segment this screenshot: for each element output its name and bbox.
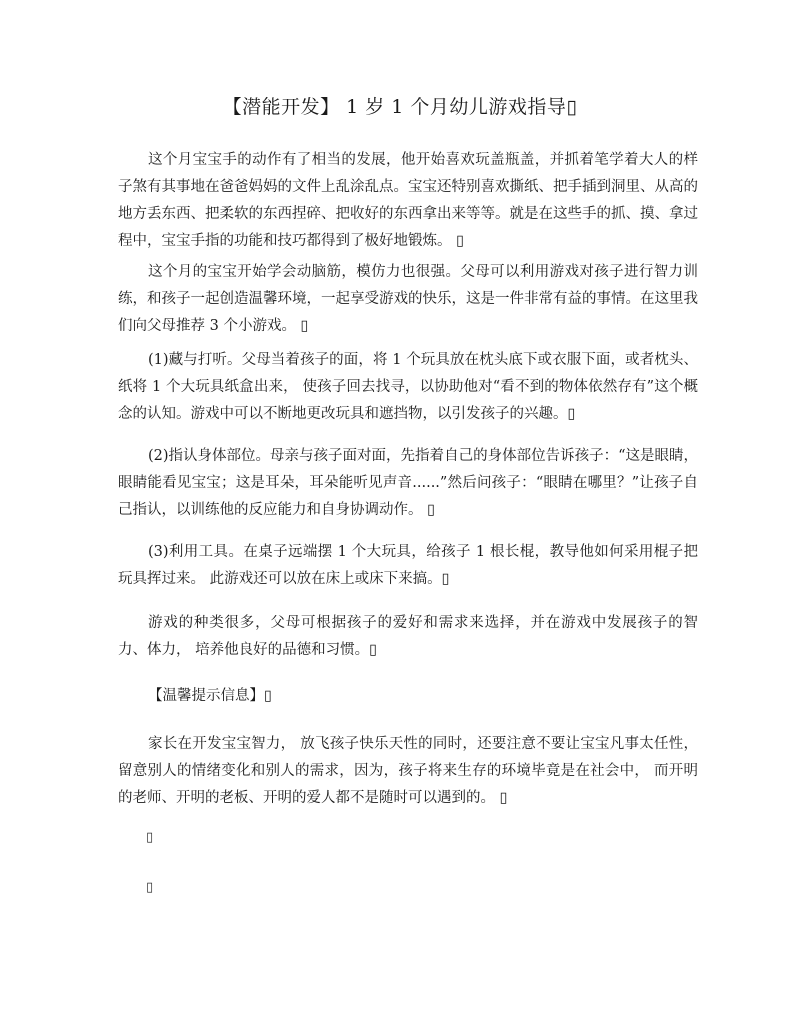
tips-paragraph: 家长在开发宝宝智力， 放飞孩子快乐天性的同时，还要注意不要让宝宝凡事太任性，留意别人的情绪变化和别人的需求，因为，孩子将来生存的环境毕竟是在社会中， 而开明的老师、开明的老板、开明的爱人都不是随时可以遇到的。 ▯ <box>118 736 698 806</box>
paragraph-brain-development: 这个月的宝宝开始学会动脑筋，模仿力也很强。父母可以利用游戏对孩子进行智力训练，和孩子一起创造温馨环境，一起享受游戏的快乐，这是一件非常有益的事情。在这里我们向父母推荐 3 个小游戏。 ▯ <box>118 264 698 334</box>
document-title: 【潜能开发】 1 岁 1 个月幼儿游戏指导▯ <box>222 96 578 118</box>
paragraph-hand-development: 这个月宝宝手的动作有了相当的发展，他开始喜欢玩盖瓶盖，并抓着笔学着大人的样子煞有其事地在爸爸妈妈的文件上乱涂乱点。宝宝还特别喜欢撕纸、把手插到洞里、从高的地方丢东西、把柔软的东西捏碎、把收好的东西拿出来等等。就是在这些手的抓、摸、拿过程中，宝宝手指的功能和技巧都得到了极好地锻炼。 ▯ <box>118 152 698 249</box>
trailing-mark: ▯ <box>146 830 154 845</box>
paragraph-game-using-tools: (3)利用工具。在桌子远端摆 1 个大玩具，给孩子 1 根长棍，教导他如何采用棍子把玩具挥过来。 此游戏还可以放在床上或床下来搞。▯ <box>118 544 698 587</box>
trailing-mark: ▯ <box>146 880 154 895</box>
paragraph-game-summary: 游戏的种类很多，父母可根据孩子的爱好和需求来选择，并在游戏中发展孩子的智力、体力， 培养他良好的品德和习惯。▯ <box>118 615 698 658</box>
paragraph-game-body-parts: (2)指认身体部位。母亲与孩子面对面，先指着自己的身体部位告诉孩子：“这是眼睛，眼睛能看见宝宝；这是耳朵，耳朵能听见声音......”然后问孩子：“眼睛在哪里？”让孩子自己指认，以训练他的反应能力和自身协调动作。 ▯ <box>118 448 698 518</box>
tips-heading: 【温馨提示信息】▯ <box>148 688 272 704</box>
paragraph-game-hide-and-seek: (1)藏与打听。父母当着孩子的面，将 1 个玩具放在枕头底下或衣服下面，或者枕头、纸将 1 个大玩具纸盒出来， 使孩子回去找寻，以协助他对“看不到的物体依然存有”这个概念的认知。游戏中可以不断地更改玩具和遮挡物，以引发孩子的兴趣。▯ <box>118 352 698 422</box>
